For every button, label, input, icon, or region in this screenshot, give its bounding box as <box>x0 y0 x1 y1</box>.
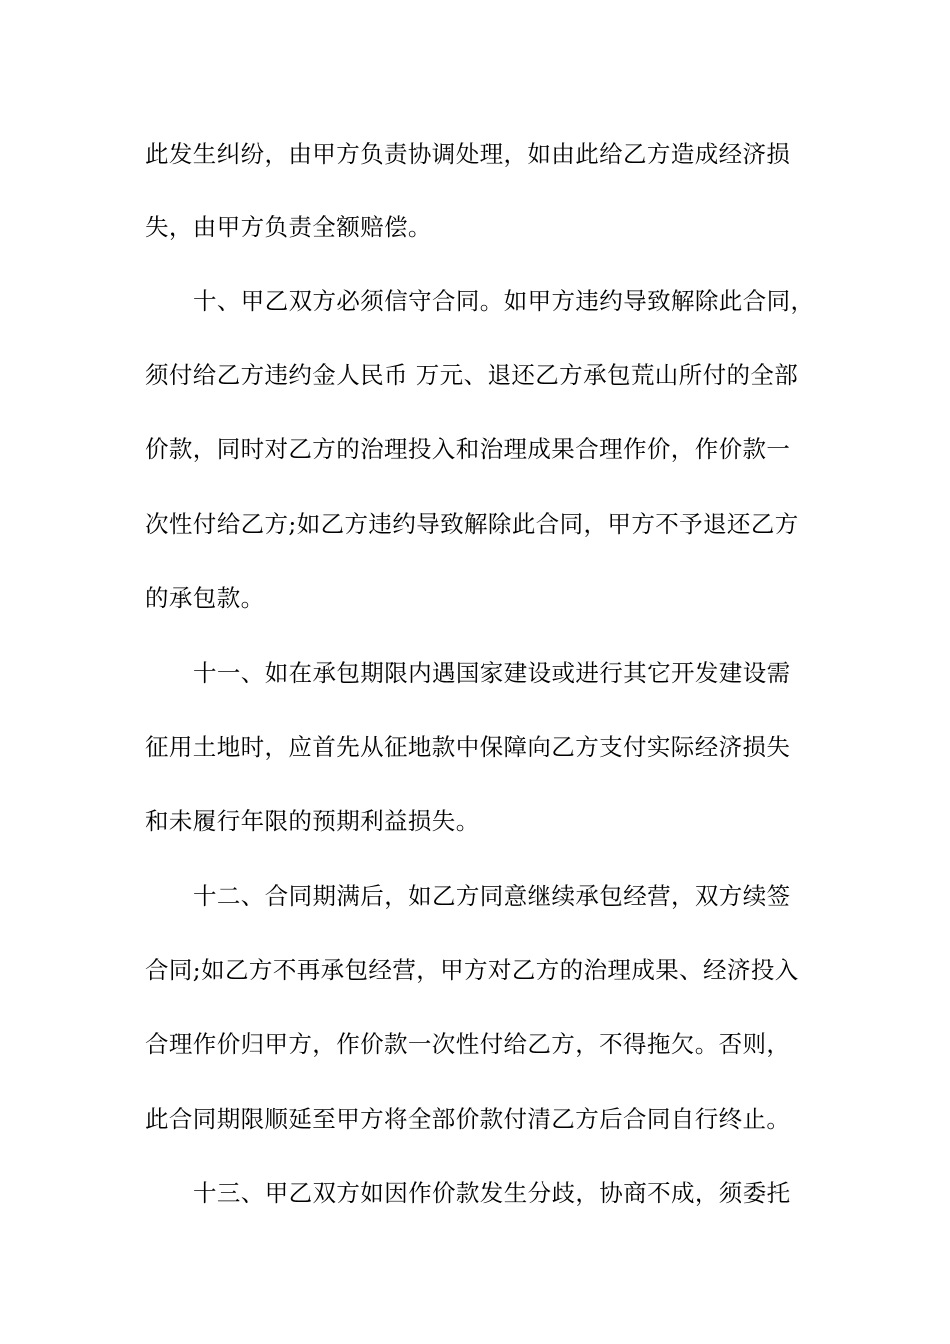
text-line: 和未履行年限的预期利益损失。 <box>145 807 480 835</box>
text-line: 合同;如乙方不再承包经营，甲方对乙方的治理成果、经济投入 <box>145 956 799 984</box>
paragraph-start-line: 十二、合同期满后，如乙方同意继续承包经营，双方续签 <box>193 882 791 910</box>
text-line: 次性付给乙方;如乙方违约导致解除此合同，甲方不予退还乙方 <box>145 510 799 538</box>
text-line: 价款，同时对乙方的治理投入和治理成果合理作价，作价款一 <box>145 435 791 463</box>
text-line: 的承包款。 <box>145 584 265 612</box>
text-line: 失，由甲方负责全额赔偿。 <box>145 213 432 241</box>
text-line: 征用土地时，应首先从征地款中保障向乙方支付实际经济损失 <box>145 733 791 761</box>
text-line: 合理作价归甲方，作价款一次性付给乙方，不得拖欠。否则， <box>145 1030 791 1058</box>
text-line: 此发生纠纷，由甲方负责协调处理，如由此给乙方造成经济损 <box>145 140 791 168</box>
text-line: 须付给乙方违约金人民币 万元、退还乙方承包荒山所付的全部 <box>145 361 799 389</box>
paragraph-start-line: 十、甲乙双方必须信守合同。如甲方违约导致解除此合同， <box>193 287 815 315</box>
text-line: 此合同期限顺延至甲方将全部价款付清乙方后合同自行终止。 <box>145 1105 791 1133</box>
paragraph-start-line: 十三、甲乙双方如因作价款发生分歧，协商不成，须委托 <box>193 1179 791 1207</box>
paragraph-start-line: 十一、如在承包期限内遇国家建设或进行其它开发建设需 <box>193 659 791 687</box>
